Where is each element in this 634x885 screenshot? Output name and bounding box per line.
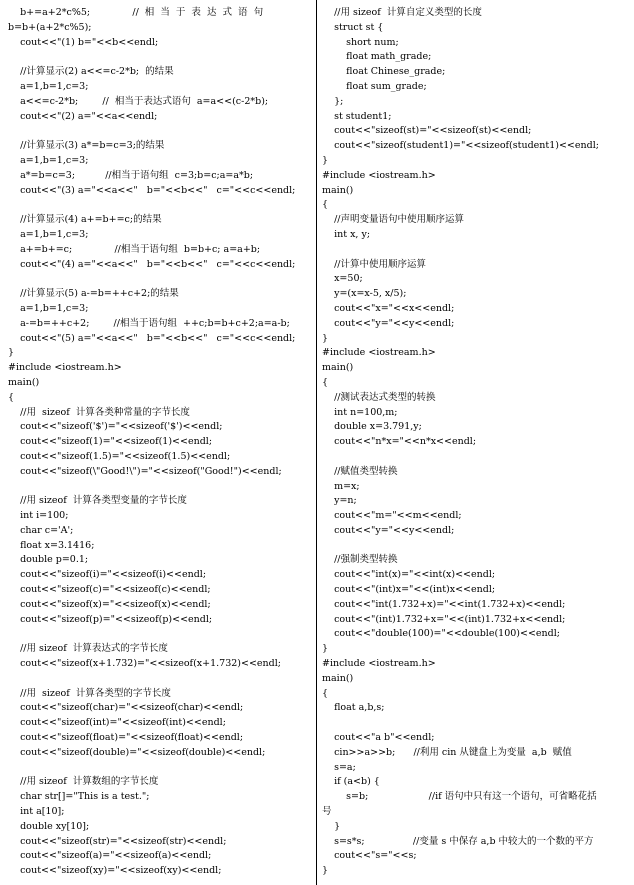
code-line: #include <iostream.h>: [8, 362, 122, 374]
code-line: cout<<"sizeof(student1)="<<sizeof(student1)<<endl;: [322, 140, 599, 152]
code-line: s=s*s; //变量 s 中保存 a,b 中较大的一个数的平方: [322, 835, 594, 847]
code-comment-line: //计算显示(5) a-=b=++c+2;的结果: [8, 288, 179, 300]
code-comment-line: //计算显示(4) a+=b+=c;的结果: [8, 214, 162, 226]
code-line: cout<<"(4) a="<<a<<" b="<<b<<" c="<<c<<endl;: [8, 258, 296, 270]
code-line: }: [322, 643, 329, 655]
code-line: cout<<"y="<<y<<endl;: [322, 524, 455, 536]
code-line: cout<<"sizeof(i)="<<sizeof(i)<<endl;: [8, 569, 207, 581]
code-line: {: [8, 391, 15, 403]
left-code-column: [8, 6, 310, 879]
code-line: main(): [8, 376, 40, 388]
code-line: }: [8, 347, 15, 359]
code-comment-line: //用 sizeof 计算各类型变量的字节长度: [8, 495, 187, 507]
code-line: cin>>a>>b; //利用 cin 从键盘上为变量 a,b 赋值: [322, 746, 572, 758]
code-comment-line: //用 sizeof 计算各类种常量的字节长度: [8, 406, 190, 418]
code-line: {: [322, 199, 329, 211]
code-line: a=1,b=1,c=3;: [8, 302, 89, 314]
code-line: cout<<"sizeof(double)="<<sizeof(double)<<endl;: [8, 746, 266, 758]
blank-line: [322, 243, 626, 258]
right-code-column: [322, 6, 626, 879]
code-line: if (a<b) {: [322, 776, 380, 788]
code-line: a*=b=c=3; //相当于语句组 c=3;b=c;a=a*b;: [8, 169, 254, 181]
code-line: cout<<"int(x)="<<int(x)<<endl;: [322, 569, 496, 581]
code-line: a=1,b=1,c=3;: [8, 80, 89, 92]
code-line: cout<<"double(100)="<<double(100)<<endl;: [322, 628, 560, 640]
code-line: cout<<"(3) a="<<a<<" b="<<b<<" c="<<c<<endl;: [8, 184, 296, 196]
code-line: cout<<"sizeof(xy)="<<sizeof(xy)<<endl;: [8, 865, 222, 877]
code-line: cout<<"sizeof(str)="<<sizeof(str)<<endl;: [8, 835, 227, 847]
code-line: cout<<"m="<<m<<endl;: [322, 510, 462, 522]
code-comment-line: //声明变量语句中使用顺序运算: [322, 214, 464, 226]
code-line: s=a;: [322, 761, 356, 773]
code-line: short num;: [322, 36, 399, 48]
blank-line: [8, 761, 310, 776]
code-line: int n=100,m;: [322, 406, 398, 418]
code-line: }: [322, 865, 329, 877]
code-line: }: [322, 154, 329, 166]
code-line: s=b; //if 语句中只有这一个语句，可省略花括: [322, 791, 597, 803]
code-line: struct st {: [322, 21, 384, 33]
code-line: a=1,b=1,c=3;: [8, 154, 89, 166]
code-line: double x=3.791,y;: [322, 421, 422, 433]
code-line: cout<<"(int)x="<<(int)x<<endl;: [322, 584, 496, 596]
code-line: y=n;: [322, 495, 357, 507]
code-comment-line: //用 sizeof 计算自定义类型的长度: [322, 7, 482, 18]
code-line: int x, y;: [322, 228, 371, 240]
code-line: #include <iostream.h>: [322, 169, 436, 181]
code-line: }: [322, 332, 329, 344]
code-line: a<<=c-2*b; // 相当于表达式语句 a=a<<(c-2*b);: [8, 95, 269, 107]
code-comment-line: //计算显示(2) a<<=c-2*b; 的结果: [8, 66, 174, 78]
code-line: double xy[10];: [8, 820, 90, 832]
blank-line: [8, 272, 310, 287]
code-line: cout<<"sizeof(float)="<<sizeof(float)<<endl;: [8, 732, 244, 744]
code-line: char str[]="This is a test.";: [8, 791, 150, 803]
code-line: cout<<"sizeof(\"Good!\")="<<sizeof("Good!")<<endl;: [8, 465, 282, 477]
code-line: st student1;: [322, 110, 392, 122]
blank-line: [8, 198, 310, 213]
code-line: cout<<"(int)1.732+x="<<(int)1.732+x<<endl;: [322, 613, 566, 625]
code-comment-line: //用 sizeof 计算各类型的字节长度: [8, 687, 171, 699]
code-line: float math_grade;: [322, 51, 432, 63]
code-line: cout<<"sizeof(char)="<<sizeof(char)<<endl;: [8, 702, 244, 714]
blank-line: [8, 50, 310, 65]
code-line: int a[10];: [8, 806, 65, 818]
code-line: };: [322, 95, 344, 107]
code-line: cout<<"s="<<s;: [322, 850, 417, 862]
code-line: b+=a+2*c%5; // 相 当 于 表 达 式 语 句: [8, 7, 264, 18]
code-line: char c='A';: [8, 524, 74, 536]
code-line: cout<<"sizeof(1.5)="<<sizeof(1.5)<<endl;: [8, 450, 231, 462]
code-comment-line: //赋值类型转换: [322, 465, 398, 477]
code-line: cout<<"int(1.732+x)="<<int(1.732+x)<<endl;: [322, 598, 566, 610]
code-line: {: [322, 376, 329, 388]
code-line: #include <iostream.h>: [322, 658, 436, 670]
blank-line: [322, 539, 626, 554]
code-line: cout<<"sizeof(a)="<<sizeof(a)<<endl;: [8, 850, 212, 862]
code-line: cout<<"sizeof(int)="<<sizeof(int)<<endl;: [8, 717, 226, 729]
code-line: b=b+(a+2*c%5);: [8, 21, 92, 33]
code-line: a+=b+=c; //相当于语句组 b=b+c; a=a+b;: [8, 243, 261, 255]
code-comment-line: //用 sizeof 计算数组的字节长度: [8, 776, 159, 788]
blank-line: [8, 480, 310, 495]
code-line: cout<<"sizeof(st)="<<sizeof(st)<<endl;: [322, 125, 532, 137]
code-line: cout<<"y="<<y<<endl;: [322, 317, 455, 329]
code-line: main(): [322, 672, 354, 684]
code-line: cout<<"sizeof('$')="<<sizeof('$')<<endl;: [8, 421, 223, 433]
code-line: main(): [322, 184, 354, 196]
blank-line: [8, 124, 310, 139]
code-line: float x=3.1416;: [8, 539, 95, 551]
code-line: }: [322, 820, 341, 832]
blank-line: [8, 672, 310, 687]
code-comment-line: //计算显示(3) a*=b=c=3;的结果: [8, 140, 165, 152]
code-line: main(): [322, 362, 354, 374]
code-line: #include <iostream.h>: [322, 347, 436, 359]
blank-line: [322, 450, 626, 465]
code-line: a-=b=++c+2; //相当于语句组 ++c;b=b+c+2;a=a-b;: [8, 317, 290, 329]
code-line: cout<<"sizeof(p)="<<sizeof(p)<<endl;: [8, 613, 213, 625]
code-line: float a,b,s;: [322, 702, 385, 714]
code-line: float sum_grade;: [322, 80, 427, 92]
code-comment-line: //测试表达式类型的转换: [322, 391, 436, 403]
code-line: cout<<"(5) a="<<a<<" b="<<b<<" c="<<c<<endl;: [8, 332, 296, 344]
code-line: cout<<"n*x="<<n*x<<endl;: [322, 436, 477, 448]
code-line: cout<<"a b"<<endl;: [322, 732, 435, 744]
code-line: cout<<"sizeof(c)="<<sizeof(c)<<endl;: [8, 584, 211, 596]
code-line: cout<<"(2) a="<<a<<endl;: [8, 110, 158, 122]
code-line: float Chinese_grade;: [322, 66, 446, 78]
code-comment-line: //用 sizeof 计算表达式的字节长度: [8, 643, 168, 655]
code-comment-line: //计算中使用顺序运算: [322, 258, 426, 270]
code-line: 号: [322, 806, 332, 818]
code-line: cout<<"sizeof(1)="<<sizeof(1)<<endl;: [8, 436, 213, 448]
code-line: cout<<"x="<<x<<endl;: [322, 302, 455, 314]
code-line: cout<<"sizeof(x)="<<sizeof(x)<<endl;: [8, 598, 211, 610]
blank-line: [322, 716, 626, 731]
code-line: m=x;: [322, 480, 360, 492]
blank-line: [8, 627, 310, 642]
column-divider: [316, 0, 317, 885]
code-line: int i=100;: [8, 510, 69, 522]
code-line: x=50;: [322, 273, 363, 285]
code-line: cout<<"(1) b="<<b<<endl;: [8, 36, 159, 48]
code-line: {: [322, 687, 329, 699]
code-line: y=(x=x-5, x/5);: [322, 288, 407, 300]
code-line: double p=0.1;: [8, 554, 89, 566]
code-line: a=1,b=1,c=3;: [8, 228, 89, 240]
code-comment-line: //强制类型转换: [322, 554, 398, 566]
code-line: cout<<"sizeof(x+1.732)="<<sizeof(x+1.732)<<endl;: [8, 658, 281, 670]
